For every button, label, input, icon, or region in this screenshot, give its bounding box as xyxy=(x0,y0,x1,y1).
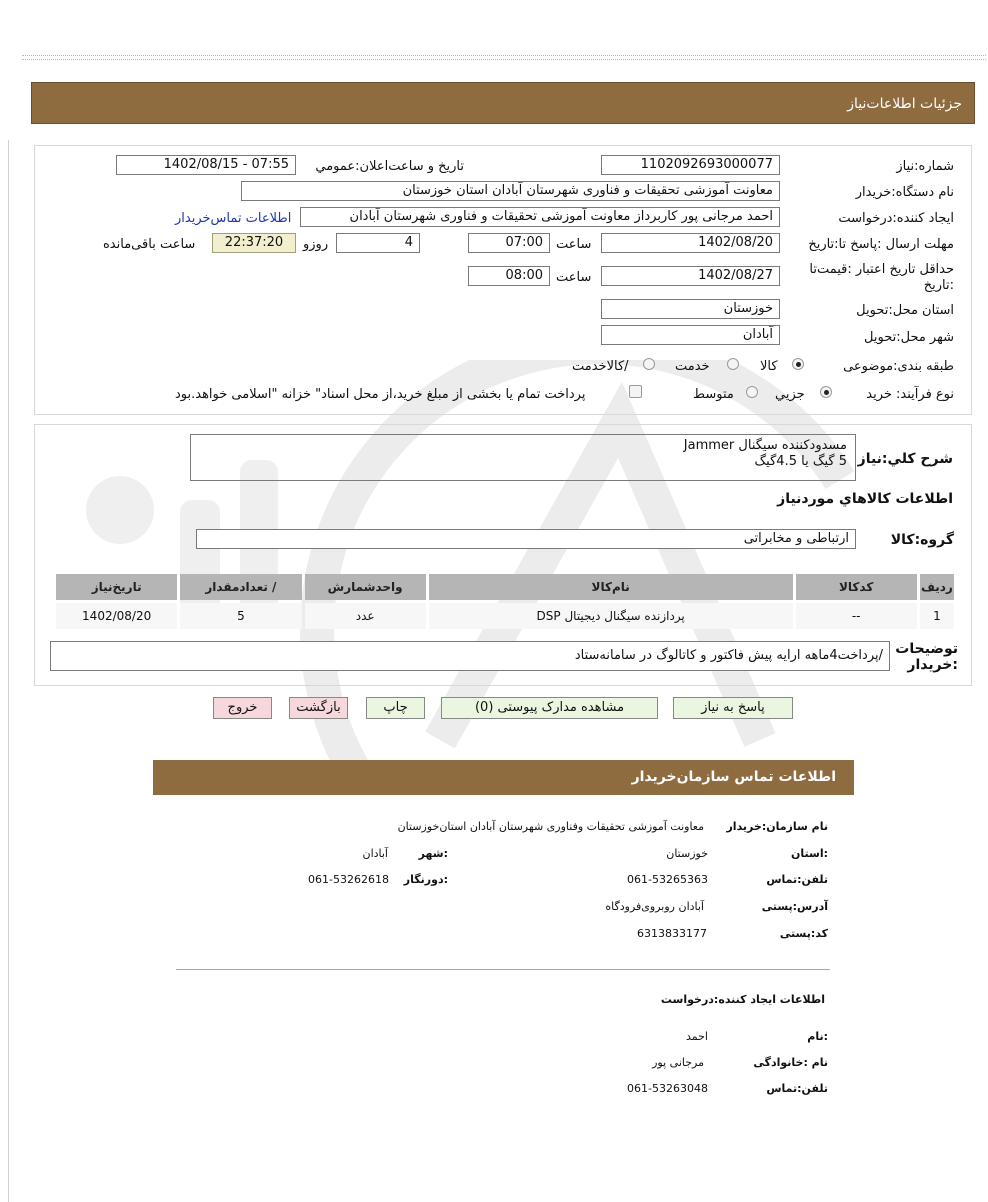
creator-phone-value: 061-53263048 xyxy=(627,1082,708,1095)
creator-first-name-value: احمد xyxy=(686,1030,708,1043)
cell-qty: 5 xyxy=(180,603,301,629)
validity-date-field: 1402/08/27 xyxy=(601,266,780,286)
buyer-notes-field: /پرداخت4ماهه ارایه پیش فاکتور و کاتالوگ در سامانه‌ستاد xyxy=(50,641,890,671)
reply-button[interactable]: پاسخ به نیاز xyxy=(673,697,793,719)
col-header-code: کدکالا xyxy=(796,574,917,600)
summary-label: شرح کلي:نیاز xyxy=(857,451,953,467)
org-name-value: معاونت آموزشی تحقیقات وفناوری شهرستان آبادان استان‌خوزستان xyxy=(397,820,704,833)
goods-info-label: اطلاعات کالاهاي مورد‌نیاز xyxy=(777,491,953,507)
category-option-goods-service: /کالاخدمت xyxy=(572,359,629,374)
remaining-time-field: 22:37:20 xyxy=(212,233,296,253)
category-option-service: خدمت xyxy=(675,359,710,374)
validity-time-label: ساعت xyxy=(556,270,592,285)
process-label: نوع فرآیند: خرید xyxy=(866,387,954,402)
cell-name: پردازنده سیگنال دیجیتال DSP xyxy=(429,603,793,629)
category-radio-goods[interactable] xyxy=(792,358,804,370)
need-number-label: شماره:نیاز xyxy=(896,159,954,174)
summary-box xyxy=(190,434,856,481)
cell-row: 1 xyxy=(920,603,954,629)
col-header-unit: واحدشمارش xyxy=(305,574,426,600)
province-label: استان محل:تحویل xyxy=(856,303,954,318)
deadline-date-field: 1402/08/20 xyxy=(601,233,780,253)
deadline-label: مهلت ارسال :پاسخ تا:تاریخ xyxy=(808,237,954,252)
announce-datetime-field: 1402/08/15 - 07:55 xyxy=(116,155,296,175)
col-header-row: ردیف xyxy=(920,574,954,600)
contact-divider xyxy=(176,969,830,970)
validity-time-field: 08:00 xyxy=(468,266,550,286)
validity-label: حداقل تاریخ اعتبار :قیمت‌تا :تاریخ xyxy=(809,262,954,293)
contact-fax-value: 061-53262618 xyxy=(308,873,389,886)
process-radio-medium[interactable] xyxy=(746,386,758,398)
summary-line-1: مسدودکننده سیگنال Jammer xyxy=(683,438,847,453)
days-label: روزو xyxy=(303,237,329,252)
process-option-partial: جزیي xyxy=(775,387,805,402)
deadline-time-field: 07:00 xyxy=(468,233,550,253)
city-label: شهر محل:تحویل xyxy=(864,330,954,345)
treasury-payment-note: پرداخت تمام یا بخشی از مبلغ خرید،از محل اسناد" خزانه "اسلامی خواهد.بود xyxy=(175,387,586,402)
view-attachments-button[interactable]: مشاهده مدارک پیوستی (0) xyxy=(441,697,658,719)
buyer-org-label: نام دستگاه:خریدار xyxy=(855,185,954,200)
buyer-org-field: معاونت آموزشی تحقیقات و فناوری شهرستان آبادان استان خوزستان xyxy=(241,181,780,201)
announce-label: تاریخ و ساعت‌اعلان:عمومي xyxy=(315,159,464,174)
cell-unit: عدد xyxy=(305,603,426,629)
creator-field: احمد مرجانی پور کاربرداز معاونت آموزشی تحقیقات و فناوری شهرستان آبادان xyxy=(300,207,780,227)
goods-group-label: گروه:کالا xyxy=(890,532,954,548)
category-option-goods: کالا xyxy=(760,359,778,374)
contact-postal-label: کد:پستی xyxy=(779,927,828,940)
contact-phone-label: تلفن:تماس xyxy=(766,873,828,886)
contact-postal-value: 6313833177 xyxy=(637,927,707,940)
summary-line-2: 5 گیگ یا 4.5گیگ xyxy=(754,454,847,469)
city-field: آبادان xyxy=(601,325,780,345)
buyer-notes-label: توضیحات :خریدار xyxy=(895,641,958,673)
contact-phone-value: 061-53265363 xyxy=(627,873,708,886)
process-option-medium: متوسط xyxy=(693,387,734,402)
creator-section-title: اطلاعات ایجاد کننده:درخواست xyxy=(660,993,825,1006)
col-header-name: نام‌کالا xyxy=(429,574,793,600)
creator-label: ایجاد کننده:درخواست xyxy=(838,211,954,226)
contact-city-label: :شهر xyxy=(418,847,448,860)
contact-province-value: خوزستان xyxy=(666,847,708,860)
treasury-payment-checkbox[interactable] xyxy=(629,385,642,398)
deadline-time-label: ساعت xyxy=(556,237,592,252)
page-header xyxy=(31,82,975,124)
process-radio-partial[interactable] xyxy=(820,386,832,398)
creator-first-name-label: :نام xyxy=(807,1030,828,1043)
left-border-line xyxy=(8,140,9,1202)
contact-address-value: آبادان روبروی‌فرودگاه xyxy=(605,900,704,913)
days-field: 4 xyxy=(336,233,420,253)
contact-section-title: اطلاعات تماس سازمان‌خریدار xyxy=(631,769,836,785)
contact-fax-label: :دورنگار xyxy=(403,873,448,886)
province-field: خوزستان xyxy=(601,299,780,319)
contact-province-label: :استان xyxy=(791,847,828,860)
creator-phone-label: تلفن:تماس xyxy=(766,1082,828,1095)
category-radio-service[interactable] xyxy=(727,358,739,370)
category-radio-goods-service[interactable] xyxy=(643,358,655,370)
table-header-row xyxy=(56,574,954,600)
org-name-label: نام سازمان:خریدار xyxy=(726,820,828,833)
cell-date: 1402/08/20 xyxy=(56,603,177,629)
need-number-field: 1102092693000077 xyxy=(601,155,780,175)
contact-section-header xyxy=(153,760,854,795)
top-divider xyxy=(22,55,986,60)
table-row xyxy=(56,603,954,629)
goods-group-field: ارتباطی و مخابراتی xyxy=(196,529,856,549)
print-button[interactable]: چاپ xyxy=(366,697,425,719)
cell-code: -- xyxy=(796,603,917,629)
goods-table xyxy=(53,571,957,632)
header-title: جزئیات اطلاعات‌نیاز xyxy=(847,96,962,112)
col-header-qty: / تعدادمقدار xyxy=(180,574,301,600)
buyer-contact-link[interactable]: اطلاعات تماس‌خریدار xyxy=(175,211,292,226)
creator-last-name-label: نام :خانوادگی xyxy=(753,1056,828,1069)
contact-address-label: آدرس:پستی xyxy=(761,900,828,913)
exit-button[interactable]: خروج xyxy=(213,697,272,719)
col-header-date: تاریخ‌نیاز xyxy=(56,574,177,600)
creator-last-name-value: مرجانی پور xyxy=(652,1056,704,1069)
category-label: طبقه بندی:موضوعی xyxy=(843,359,954,374)
remaining-label: ساعت باقی‌مانده xyxy=(103,237,196,252)
contact-city-value: آبادان xyxy=(362,847,388,860)
back-button[interactable]: بازگشت xyxy=(289,697,348,719)
